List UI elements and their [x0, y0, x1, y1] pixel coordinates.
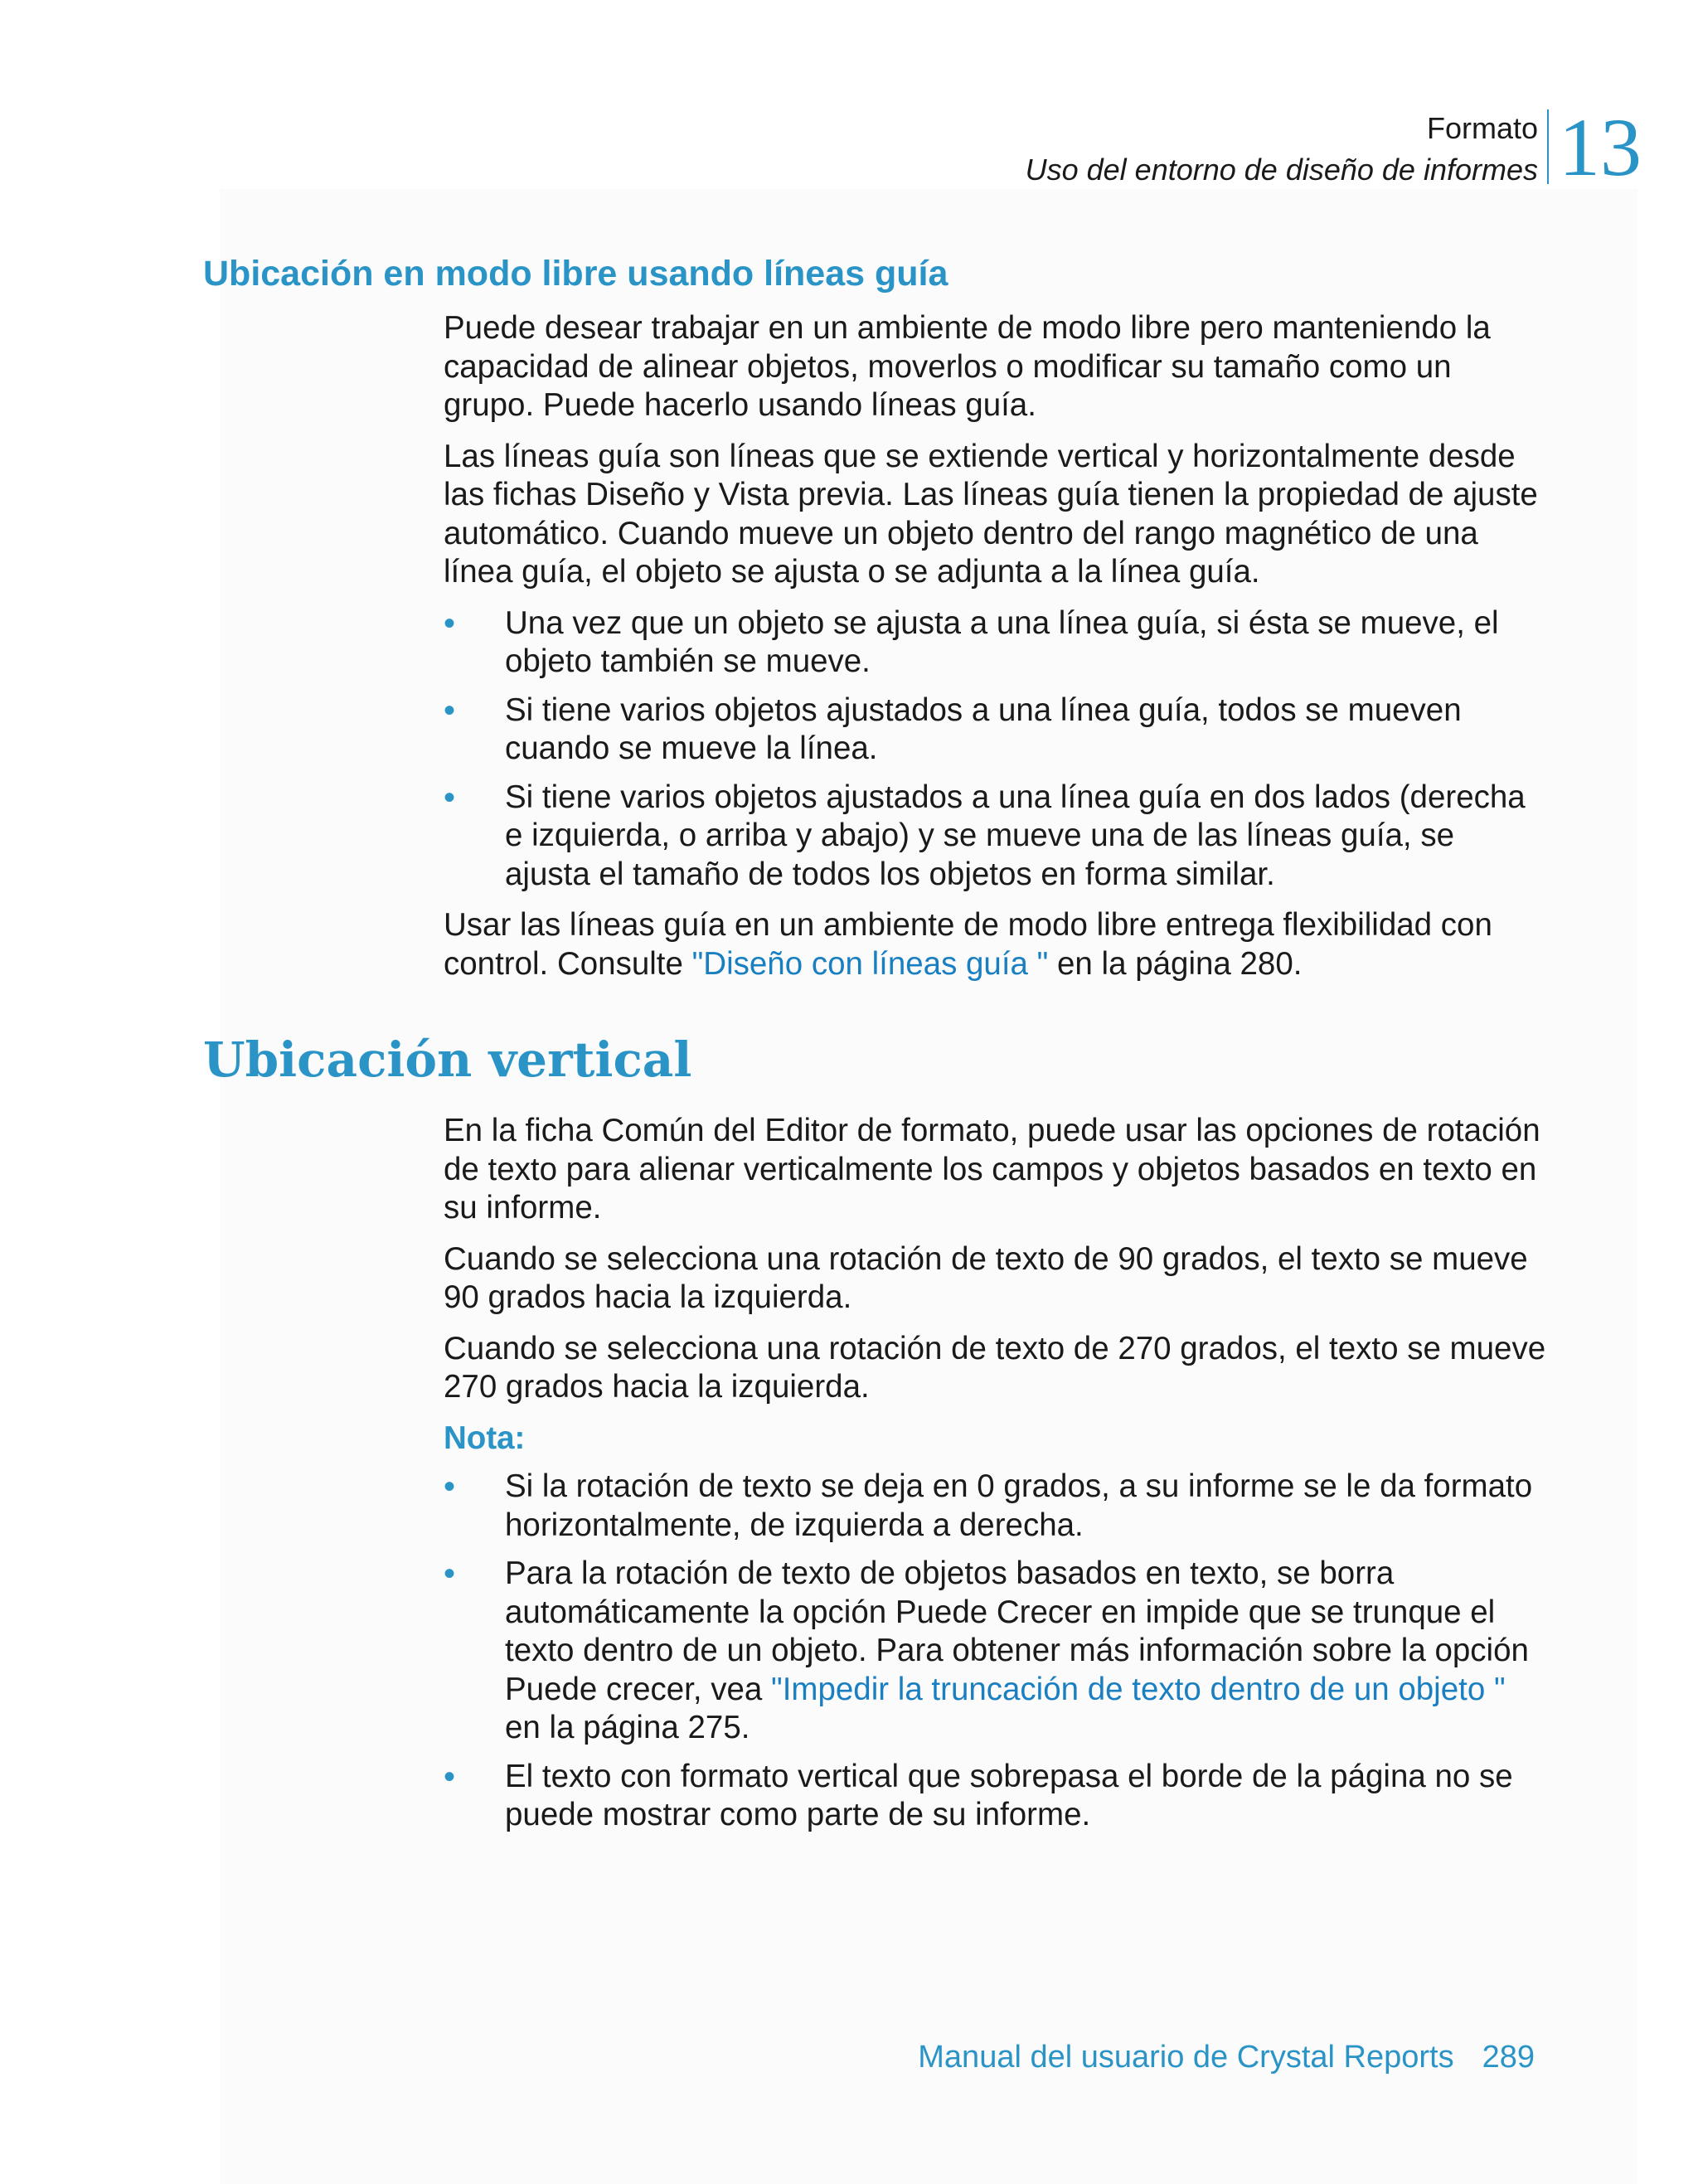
section-title: Uso del entorno de diseño de informes — [1025, 153, 1538, 187]
list-item — [444, 604, 1546, 682]
bullet-list — [444, 604, 1546, 895]
paragraph: Cuando se selecciona una rotación de texto de 90 grados, el texto se mueve 90 grados hacia la izquierda. — [444, 1240, 1528, 1315]
bullet-icon: • — [444, 1468, 456, 1505]
list-item — [444, 1758, 1546, 1835]
list-item-text: Si tiene varios objetos ajustados a una línea guía, todos se mueven cuando se mueve la línea. — [505, 692, 1462, 766]
list-item-text: Si tiene varios objetos ajustados a una línea guía en dos lados (derecha e izquierda, o arriba y abajo) y se mueve una de las líneas guía, se ajusta el tamaño de todos los objetos en forma similar. — [505, 779, 1526, 892]
paragraph: Puede desear trabajar en un ambiente de modo libre pero manteniendo la capacidad de alinear objetos, moverlos o modificar su tamaño como un grupo. Puede hacerlo usando líneas guía. — [444, 310, 1491, 423]
bullet-icon: • — [444, 1555, 456, 1592]
paragraph-text: en la página 280. — [1048, 945, 1303, 982]
list-item-text: en la página 275. — [505, 1710, 750, 1745]
section-heading-guidelines: Ubicación en modo libre usando líneas guía — [203, 254, 948, 294]
bullet-icon: • — [444, 779, 456, 816]
header-divider — [1547, 109, 1549, 184]
section-body-vertical — [444, 1112, 1546, 1847]
list-item — [444, 1555, 1546, 1748]
list-item-text: Una vez que un objeto se ajusta a una línea guía, si ésta se mueve, el objeto también se mueve. — [505, 604, 1499, 679]
bullet-icon: • — [444, 604, 456, 642]
note-bullet-list — [444, 1468, 1546, 1835]
manual-title: Manual del usuario de Crystal Reports — [918, 2040, 1454, 2075]
list-item — [444, 779, 1546, 895]
list-item — [444, 1468, 1546, 1545]
paragraph: En la ficha Común del Editor de formato, puede usar las opciones de rotación de texto para alienar verticalmente los campos y objetos basados en texto en su informe. — [444, 1113, 1540, 1225]
paragraph-text: Usar las líneas guía en un ambiente de modo libre entrega flexibilidad con control. Consulte — [444, 907, 1492, 982]
note-label: Nota: — [444, 1420, 526, 1456]
bullet-icon: • — [444, 692, 456, 729]
paragraph — [444, 906, 1546, 983]
page-number: 289 — [1482, 2040, 1535, 2075]
bullet-icon: • — [444, 1758, 456, 1795]
list-item-text: Para la rotación de texto de objetos basados en texto, se borra automáticamente la opción Puede Crecer en impide que se trunque el texto dentro de un objeto. Para obtener más información sobre la opción Puede crecer, vea — [505, 1555, 1529, 1707]
list-item — [444, 692, 1546, 769]
section-heading-vertical: Ubicación vertical — [203, 1031, 692, 1088]
chapter-number: 13 — [1559, 101, 1642, 193]
paragraph: Cuando se selecciona una rotación de texto de 270 grados, el texto se mueve 270 grados hacia la izquierda. — [444, 1330, 1546, 1405]
list-item-text: El texto con formato vertical que sobrepasa el borde de la página no se puede mostrar como parte de su informe. — [505, 1758, 1513, 1832]
running-header — [792, 108, 1538, 191]
chapter-title: Formato — [1426, 111, 1538, 145]
cross-reference-link[interactable]: "Diseño con líneas guía " — [691, 945, 1049, 982]
page-footer — [918, 2036, 1535, 2078]
cross-reference-link[interactable]: "Impedir la truncación de texto dentro de un objeto " — [771, 1671, 1506, 1707]
section-body-guidelines — [444, 309, 1546, 996]
paragraph: Las líneas guía son líneas que se extiende vertical y horizontalmente desde las fichas Diseño y Vista previa. Las líneas guía tienen la propiedad de ajuste automático. Cuando mueve un objeto dentro del rango magnético de una línea guía, el objeto se ajusta o se adjunta a la línea guía. — [444, 438, 1538, 590]
list-item-text: Si la rotación de texto se deja en 0 grados, a su informe se le da formato horizontalmente, de izquierda a derecha. — [505, 1468, 1533, 1543]
